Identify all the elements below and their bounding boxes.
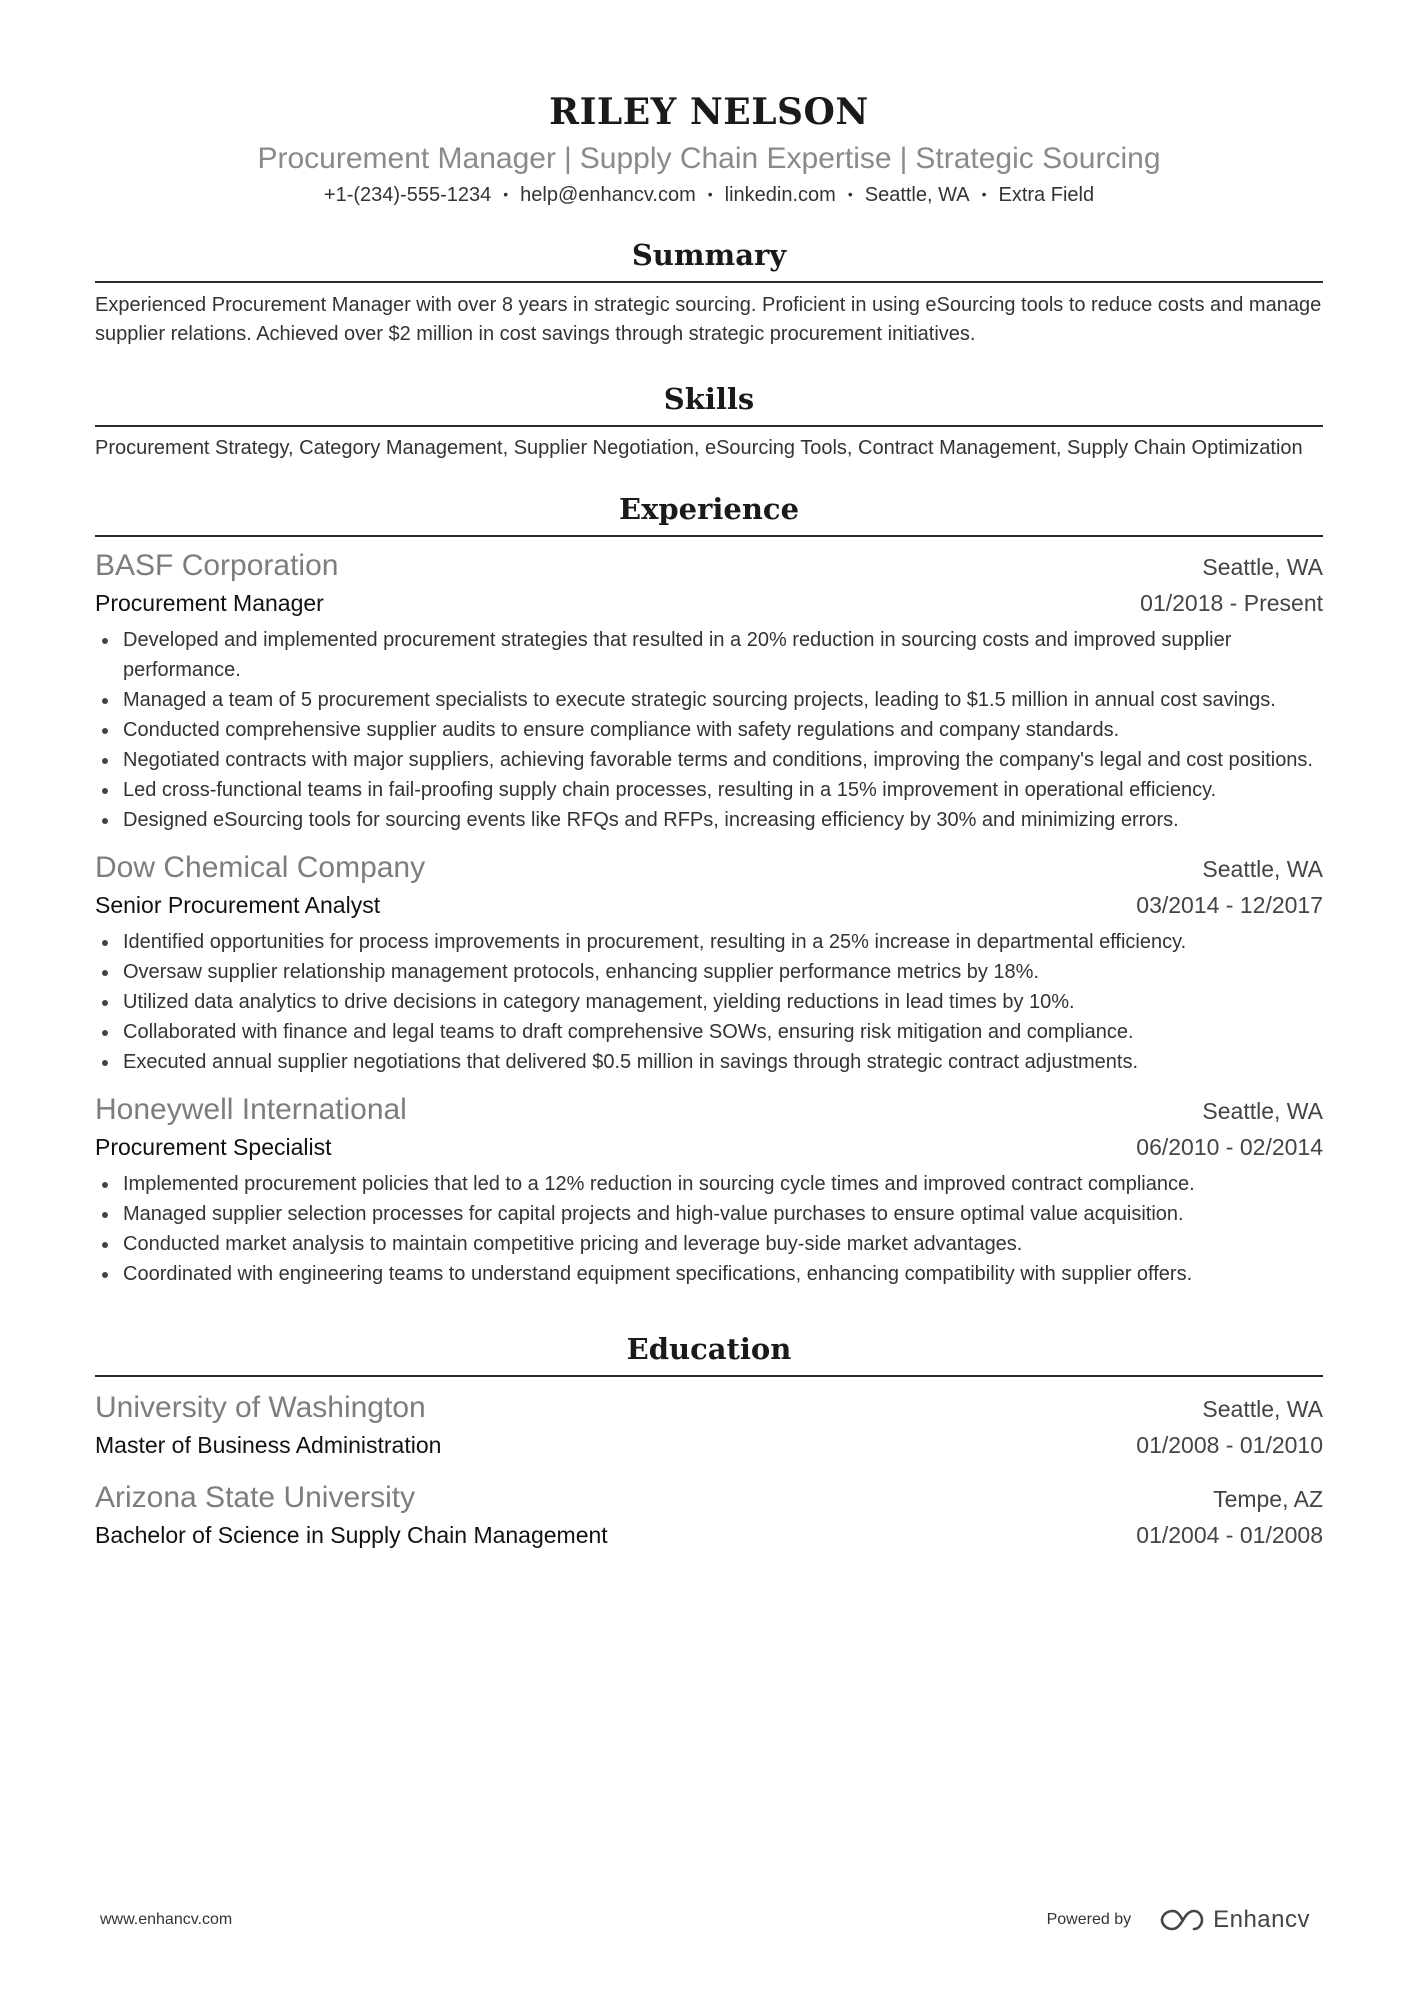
powered-by-label: Powered by <box>1046 1911 1132 1928</box>
achievement-item: Led cross-functional teams in fail-proofing supply chain processes, resulting in a 15% improvement in operational efficiency. <box>95 775 1323 805</box>
enhancv-logo-icon <box>1159 1907 1205 1933</box>
section-title-experience: Experience <box>95 489 1323 537</box>
job-title: Procurement Specialist <box>95 1134 332 1160</box>
resume-page <box>95 80 1323 1553</box>
headline-part: Supply Chain Expertise <box>579 142 892 175</box>
section-title-summary: Summary <box>95 235 1323 283</box>
achievement-item: Utilized data analytics to drive decisions in category management, yielding reductions in lead times by 10%. <box>95 987 1323 1017</box>
headline <box>95 140 1323 178</box>
experience-section <box>95 489 1323 1289</box>
resume-header <box>95 86 1323 209</box>
headline-part: Strategic Sourcing <box>915 142 1161 175</box>
footer-website-link[interactable]: www.enhancv.com <box>100 1911 233 1928</box>
experience-entry <box>95 547 1323 835</box>
candidate-name: RILEY NELSON <box>549 91 869 133</box>
education-entry <box>95 1389 1323 1463</box>
job-location: Seattle, WA <box>1202 856 1323 882</box>
achievement-item: Conducted comprehensive supplier audits to ensure compliance with safety regulations and company standards. <box>95 715 1323 745</box>
page-footer <box>100 1905 1310 1935</box>
contact-extra: Extra Field <box>998 184 1095 206</box>
entry-header-row <box>95 849 1323 887</box>
contact-separator: • <box>707 186 713 202</box>
skills-text: Procurement Strategy, Category Management, Supplier Negotiation, eSourcing Tools, Contract Management, Supply Chain Optimization <box>95 437 1303 459</box>
contact-email[interactable]: help@enhancv.com <box>520 184 696 206</box>
headline-separator: | <box>563 142 572 175</box>
achievement-list <box>95 1169 1323 1289</box>
achievement-item: Oversaw supplier relationship management protocols, enhancing supplier performance metrics by 18%. <box>95 957 1323 987</box>
education-dates: 01/2008 - 01/2010 <box>1136 1432 1323 1458</box>
education-dates: 01/2004 - 01/2008 <box>1136 1522 1323 1548</box>
section-title-education: Education <box>95 1329 1323 1377</box>
entry-header-row <box>95 1091 1323 1129</box>
contact-separator: • <box>503 186 509 202</box>
degree-name: Master of Business Administration <box>95 1432 442 1458</box>
job-dates: 06/2010 - 02/2014 <box>1136 1134 1323 1160</box>
section-title-skills: Skills <box>95 379 1323 427</box>
contact-location: Seattle, WA <box>864 184 970 206</box>
job-location: Seattle, WA <box>1202 1098 1323 1124</box>
company-name: BASF Corporation <box>95 549 339 582</box>
summary-section <box>95 235 1323 349</box>
contact-line <box>95 180 1323 209</box>
summary-text: Experienced Procurement Manager with over 8 years in strategic sourcing. Proficient in using eSourcing tools to reduce costs and manage supplier relations. Achieved over $2 million in cost savings through strategic procurement initiatives. <box>95 294 1322 345</box>
entry-role-row <box>95 1129 1323 1165</box>
achievement-item: Identified opportunities for process improvements in procurement, resulting in a 25% increase in departmental efficiency. <box>95 927 1323 957</box>
achievement-item: Managed a team of 5 procurement specialists to execute strategic sourcing projects, leading to $1.5 million in annual cost savings. <box>95 685 1323 715</box>
school-location: Seattle, WA <box>1202 1396 1323 1422</box>
contact-separator: • <box>981 186 987 202</box>
achievement-item: Conducted market analysis to maintain competitive pricing and leverage buy-side market advantages. <box>95 1229 1323 1259</box>
achievement-item: Developed and implemented procurement strategies that resulted in a 20% reduction in sourcing costs and improved supplier performance. <box>95 625 1323 685</box>
achievement-item: Executed annual supplier negotiations that delivered $0.5 million in savings through strategic contract adjustments. <box>95 1047 1323 1077</box>
job-dates: 03/2014 - 12/2017 <box>1136 892 1323 918</box>
entry-header-row <box>95 1389 1323 1427</box>
experience-entry <box>95 849 1323 1077</box>
job-title: Senior Procurement Analyst <box>95 892 381 918</box>
job-dates: 01/2018 - Present <box>1140 590 1323 616</box>
entry-header-row <box>95 1479 1323 1517</box>
contact-linkedin[interactable]: linkedin.com <box>724 184 836 206</box>
education-entry <box>95 1479 1323 1553</box>
contact-phone: +1-(234)-555-1234 <box>323 184 492 206</box>
school-name: University of Washington <box>95 1391 426 1424</box>
brand-name: Enhancv <box>1213 1906 1310 1933</box>
brand-link[interactable] <box>1159 1906 1310 1934</box>
achievement-item: Managed supplier selection processes for capital projects and high-value purchases to ensure optimal value acquisition. <box>95 1199 1323 1229</box>
footer-branding <box>1047 1906 1310 1934</box>
achievement-list <box>95 927 1323 1077</box>
achievement-item: Implemented procurement policies that led to a 12% reduction in sourcing cycle times and improved contract compliance. <box>95 1169 1323 1199</box>
entry-role-row <box>95 585 1323 621</box>
degree-name: Bachelor of Science in Supply Chain Management <box>95 1522 608 1548</box>
entry-role-row <box>95 887 1323 923</box>
entry-degree-row <box>95 1517 1323 1553</box>
entry-degree-row <box>95 1427 1323 1463</box>
achievement-item: Collaborated with finance and legal teams to draft comprehensive SOWs, ensuring risk mitigation and compliance. <box>95 1017 1323 1047</box>
education-section <box>95 1329 1323 1553</box>
skills-section <box>95 379 1323 461</box>
entry-header-row <box>95 547 1323 585</box>
achievement-list <box>95 625 1323 835</box>
achievement-item: Negotiated contracts with major suppliers, achieving favorable terms and conditions, improving the company's legal and cost positions. <box>95 745 1323 775</box>
achievement-item: Coordinated with engineering teams to understand equipment specifications, enhancing compatibility with supplier offers. <box>95 1259 1323 1289</box>
contact-separator: • <box>847 186 853 202</box>
company-name: Honeywell International <box>95 1093 407 1126</box>
headline-part: Procurement Manager <box>257 142 556 175</box>
headline-separator: | <box>899 142 908 175</box>
school-location: Tempe, AZ <box>1213 1486 1323 1512</box>
experience-entry <box>95 1091 1323 1289</box>
job-location: Seattle, WA <box>1202 554 1323 580</box>
company-name: Dow Chemical Company <box>95 851 426 884</box>
achievement-item: Designed eSourcing tools for sourcing events like RFQs and RFPs, increasing efficiency by 30% and minimizing errors. <box>95 805 1323 835</box>
school-name: Arizona State University <box>95 1481 416 1514</box>
job-title: Procurement Manager <box>95 590 324 616</box>
